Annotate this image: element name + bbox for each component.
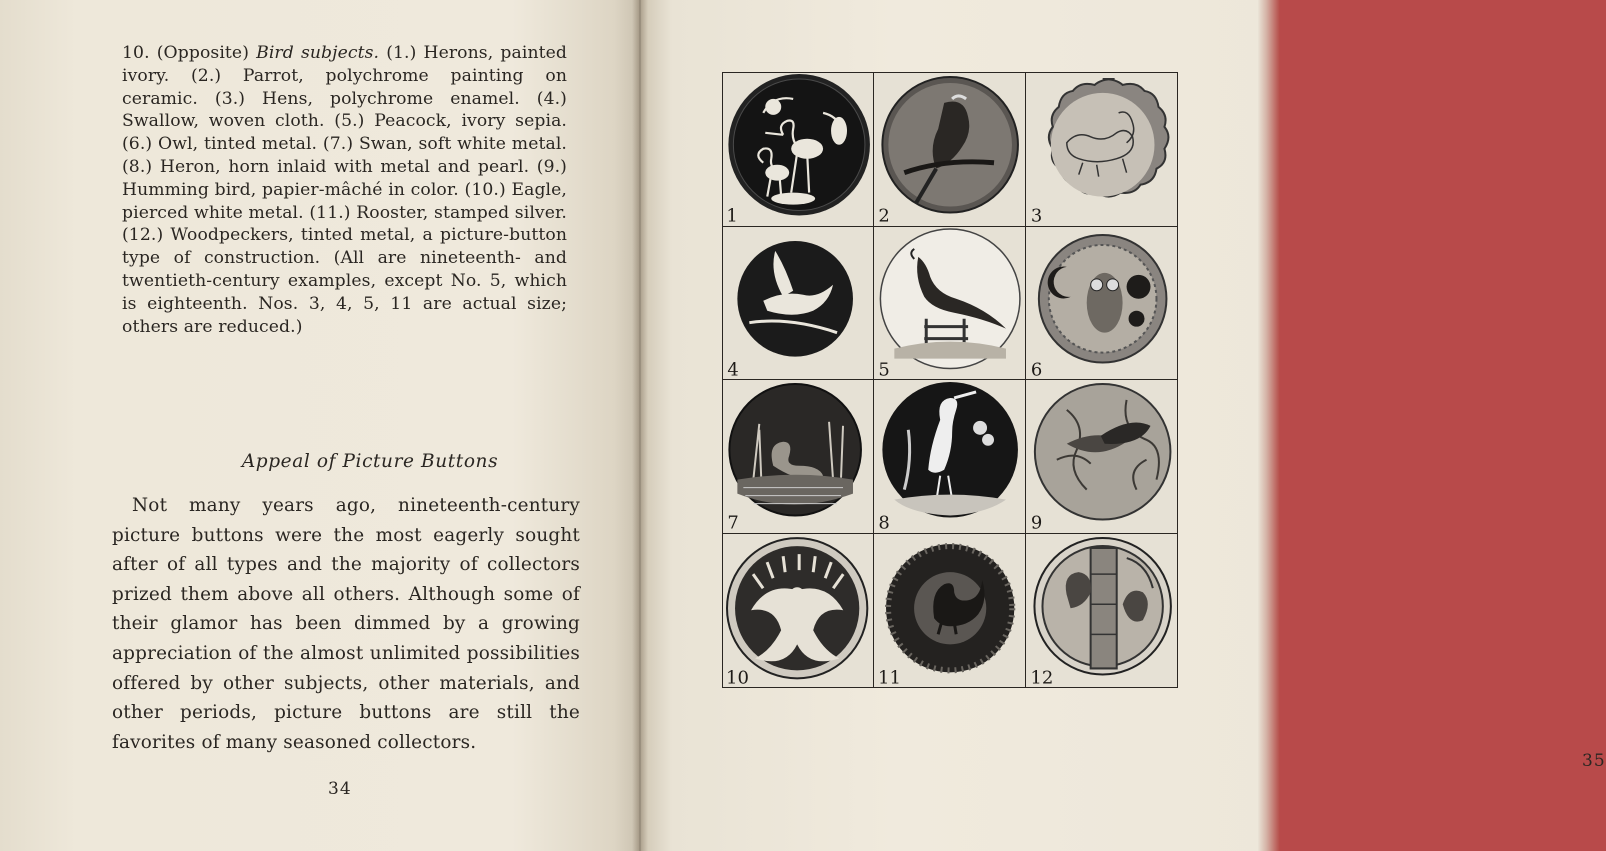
hummingbird-button-image: [1026, 380, 1177, 533]
plate-number-1: 1: [726, 205, 738, 227]
swan-button-image: [723, 380, 873, 533]
button-plate: [722, 72, 1178, 688]
plate-cell: [1026, 534, 1177, 688]
herons-button-image: [723, 73, 873, 226]
peacock-button-image: [874, 227, 1024, 380]
plate-number-12: 12: [1030, 666, 1054, 688]
page-number-left: 34: [328, 779, 352, 799]
caption-text: (1.) Herons, painted ivory. (2.) Parrot, polychrome painting on ceramic. (3.) Hens, polychrome enamel. (4.) Swallow, woven cloth. (5.) Peacock, ivory sepia. (6.) Owl, tinted metal. (7.) Swan, soft white metal. (8.) Heron, horn inlaid with metal and pearl. (9.) Humming bird, papier-mâché in color. (10.) Eagle, pierced white metal. (11.) Rooster, stamped silver. (12.) Woodpeckers, tinted metal, a picture-button type of construction. (All are nineteenth- and twentieth-century examples, except No. 5, which is eighteenth. Nos. 3, 4, 5, 11 are actual size; others are reduced.): [122, 43, 567, 337]
plate-number-8: 8: [878, 512, 891, 534]
plate-cell: [874, 380, 1025, 534]
plate-cell: [874, 534, 1025, 688]
book-gutter: [632, 0, 648, 851]
plate-cell: [1026, 73, 1177, 227]
page-number-right: 35: [1582, 751, 1606, 771]
plate-cell: [874, 73, 1025, 227]
section-heading: Appeal of Picture Buttons: [241, 451, 499, 472]
plate-number-5: 5: [878, 359, 891, 381]
plate-cell: [874, 227, 1025, 381]
plate-number-9: 9: [1030, 512, 1042, 534]
plate-cell: [1026, 380, 1177, 534]
plate-cell: [723, 380, 874, 534]
plate-number-3: 3: [1030, 205, 1042, 227]
plate-number-2: 2: [878, 205, 891, 227]
plate-number-10: 10: [726, 666, 749, 688]
left-page: [0, 0, 640, 851]
caption-title: Bird subjects.: [256, 43, 380, 63]
swallow-button-image: [723, 227, 873, 380]
book-cover-edge: [1258, 0, 1280, 851]
plate-cell: [1026, 227, 1177, 381]
caption-number: 10. (Opposite): [122, 43, 257, 63]
plate-number-6: 6: [1030, 359, 1042, 381]
plate-number-7: 7: [727, 512, 739, 534]
plate-cell: [723, 227, 874, 381]
plate-cell: [723, 73, 874, 227]
plate-number-11: 11: [878, 666, 902, 688]
plate-caption: [122, 42, 567, 338]
plate-cell: [723, 534, 874, 688]
owl-button-image: [1026, 227, 1177, 380]
woodpeckers-button-image: [1026, 534, 1177, 688]
rooster-button-image: [874, 534, 1024, 688]
heron-button-image: [874, 380, 1024, 533]
body-paragraph: Not many years ago, nineteenth-century picture buttons were the most eagerly sought after of all types and the majority of collectors prized them above all others. Although some of their glamor has been dimmed by a growing appreciation of the almost unlimited possibilities offered by other subjects, other materials, and other periods, picture buttons are still the favorites of many seasoned collectors.: [112, 495, 580, 753]
plate-number-4: 4: [727, 359, 739, 381]
eagle-button-image: [723, 534, 873, 688]
hens-button-image: [1026, 73, 1177, 226]
parrot-button-image: [874, 73, 1024, 226]
